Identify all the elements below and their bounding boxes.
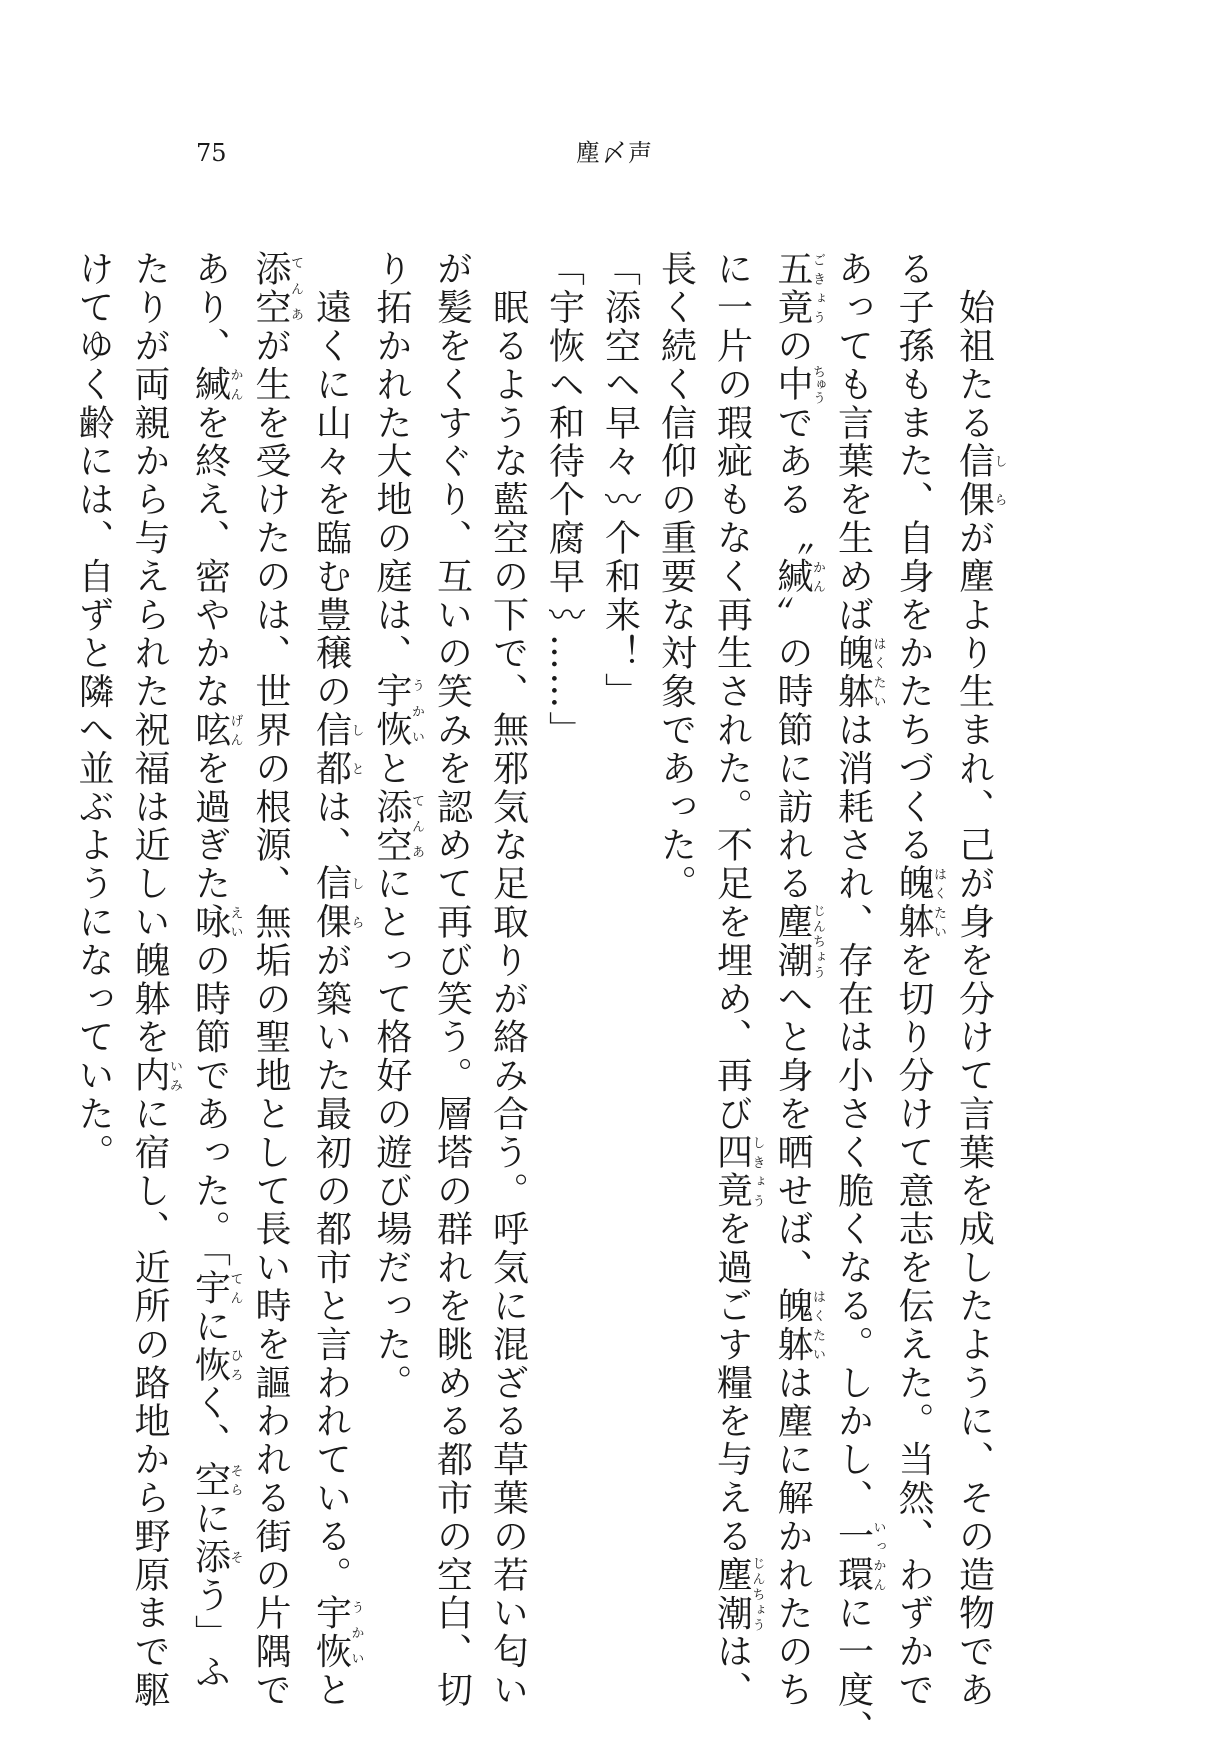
ruby-reading: しら bbox=[348, 864, 364, 942]
ruby-base: 緘 bbox=[772, 557, 813, 596]
text-line bbox=[592, 250, 648, 1510]
ruby-annotation bbox=[189, 1345, 243, 1385]
ruby-base: 五竟 bbox=[772, 250, 813, 327]
text-line bbox=[424, 250, 480, 1710]
ruby-reading: てん bbox=[227, 1268, 243, 1308]
ruby-annotation bbox=[772, 1286, 825, 1364]
text-run: が髪をくすぐり、互いの笑みを認めて再び笑う。層塔の群れを眺める都市の空白、切 bbox=[431, 250, 473, 1710]
text-run: の時節であった。「 bbox=[189, 941, 231, 1269]
text-line bbox=[303, 250, 364, 1710]
text-run: に一度、 bbox=[832, 1594, 874, 1748]
ruby-base: 添空 bbox=[371, 787, 412, 865]
text-run: 眠るような藍空の下で、無邪気な足取りが絡み合う。呼気に混ざる草葉の若い匂い bbox=[487, 250, 529, 1710]
ruby-reading: はくたい bbox=[870, 634, 886, 711]
ruby-reading: かん bbox=[227, 365, 243, 404]
text-run: と bbox=[310, 1670, 352, 1710]
ruby-base: 一環 bbox=[832, 1517, 874, 1595]
ruby-reading: はくたい bbox=[931, 864, 946, 942]
ruby-annotation bbox=[772, 364, 825, 404]
ruby-annotation bbox=[189, 1537, 243, 1577]
ruby-reading: そら bbox=[227, 1460, 243, 1500]
ruby-annotation bbox=[189, 902, 243, 942]
ruby-base: 魄躰 bbox=[772, 1286, 813, 1364]
text-run: へと身を晒せば、 bbox=[772, 979, 813, 1287]
ruby-base: 塵潮 bbox=[772, 902, 813, 980]
ruby-reading: じんちょう bbox=[749, 1555, 765, 1633]
ruby-base: 信都 bbox=[310, 710, 352, 788]
running-title: 塵〆声 bbox=[576, 139, 654, 167]
ruby-annotation bbox=[371, 672, 424, 750]
body-text bbox=[65, 250, 1007, 1748]
ruby-annotation bbox=[832, 1517, 886, 1595]
text-run: 始祖たる bbox=[953, 250, 995, 442]
text-run: 「宇恢ヘ和待个腐早〰……」 bbox=[543, 250, 585, 750]
text-run: を過ぎた bbox=[189, 749, 231, 903]
ruby-reading: いっかん bbox=[870, 1517, 886, 1595]
text-run: は、 bbox=[711, 1632, 753, 1710]
ruby-base: 緘 bbox=[189, 365, 231, 404]
ruby-annotation bbox=[310, 1594, 364, 1671]
text-line bbox=[65, 250, 121, 1510]
ruby-reading: はくたい bbox=[810, 1286, 825, 1364]
ruby-base: 呟 bbox=[189, 710, 231, 750]
text-run: けてゆく齢には、自ずと隣へ並ぶようになっていた。 bbox=[73, 250, 114, 1172]
text-run: は消耗され、存在は小さく脆くなる。しかし、 bbox=[832, 710, 874, 1518]
ruby-reading: げん bbox=[227, 710, 243, 750]
ruby-annotation bbox=[371, 787, 424, 865]
ruby-annotation bbox=[832, 634, 886, 711]
ruby-base: 咏 bbox=[189, 902, 231, 942]
ruby-reading: ごきょう bbox=[810, 250, 825, 327]
text-run: である〝 bbox=[772, 403, 813, 558]
text-line bbox=[885, 250, 946, 1710]
ruby-base: 魄躰 bbox=[832, 634, 874, 711]
text-run: と bbox=[371, 749, 412, 788]
text-run: は、 bbox=[310, 787, 352, 865]
ruby-annotation bbox=[310, 710, 364, 788]
ruby-annotation bbox=[772, 557, 825, 596]
ruby-base: 内 bbox=[129, 1056, 170, 1095]
text-run: が塵より生まれ、己が身を分けて言葉を成したように、その造物であ bbox=[953, 518, 995, 1710]
ruby-base: 宇 bbox=[189, 1268, 231, 1308]
text-run: に bbox=[189, 1499, 231, 1538]
ruby-annotation bbox=[250, 250, 303, 327]
ruby-annotation bbox=[953, 442, 1007, 519]
text-line bbox=[242, 250, 303, 1710]
ruby-reading: そ bbox=[227, 1537, 243, 1577]
text-run: に bbox=[189, 1307, 231, 1346]
text-run: あり、 bbox=[189, 250, 231, 366]
ruby-reading: しと bbox=[348, 710, 364, 788]
text-run: る子孫もまた、自身をかたちづくる bbox=[893, 250, 934, 865]
ruby-base: 四竟 bbox=[711, 1133, 753, 1211]
ruby-annotation bbox=[310, 864, 364, 942]
ruby-annotation bbox=[129, 1056, 182, 1095]
text-run: あっても言葉を生めば bbox=[832, 250, 874, 634]
ruby-reading: うかい bbox=[348, 1594, 364, 1671]
ruby-annotation bbox=[711, 1555, 765, 1633]
text-line bbox=[764, 250, 825, 1710]
ruby-base: 信倮 bbox=[310, 864, 352, 942]
text-line bbox=[363, 250, 424, 1510]
page-number: 75 bbox=[196, 139, 227, 167]
text-run: り拓かれた大地の庭は、 bbox=[371, 250, 412, 673]
text-line bbox=[182, 250, 243, 1692]
text-run: 「添空ヘ早々〰个和来！」 bbox=[599, 250, 641, 711]
text-line bbox=[121, 250, 182, 1710]
text-run: に一片の瑕疵もなく再生された。不足を埋め、再び bbox=[711, 250, 753, 1134]
ruby-reading: ちゅう bbox=[810, 364, 825, 404]
ruby-base: 信倮 bbox=[953, 442, 995, 519]
ruby-base: 宇恢 bbox=[310, 1594, 352, 1671]
ruby-base: 魄躰 bbox=[893, 864, 934, 942]
text-line bbox=[704, 250, 765, 1710]
text-run: が築いた最初の都市と言われている。 bbox=[310, 941, 352, 1595]
text-run: を過ごす糧を与える bbox=[711, 1210, 753, 1556]
ruby-base: 添 bbox=[189, 1537, 231, 1577]
text-run: にとって格好の遊び場だった。 bbox=[371, 864, 412, 1403]
text-line bbox=[536, 250, 592, 1510]
ruby-annotation bbox=[772, 902, 825, 980]
ruby-annotation bbox=[893, 864, 946, 942]
text-run: が生を受けたのは、世界の根源、無垢の聖地として長い時を謳われる街の片隅で bbox=[250, 326, 291, 1710]
ruby-reading: しら bbox=[991, 442, 1007, 519]
ruby-annotation bbox=[772, 250, 825, 327]
ruby-reading: えい bbox=[227, 902, 243, 942]
ruby-base: 恢 bbox=[189, 1345, 231, 1385]
text-run: う」ふ bbox=[189, 1576, 231, 1692]
ruby-reading: てんあ bbox=[288, 250, 303, 327]
ruby-reading: しきょう bbox=[749, 1133, 765, 1210]
ruby-reading: うかい bbox=[409, 672, 424, 750]
ruby-base: 塵潮 bbox=[711, 1555, 753, 1633]
text-run: たりが両親から与えられた祝福は近しい魄躰を bbox=[129, 250, 170, 1057]
ruby-annotation bbox=[711, 1133, 765, 1211]
text-run: に宿し、近所の路地から野原まで駆 bbox=[129, 1094, 170, 1710]
ruby-base: 添空 bbox=[250, 250, 291, 327]
text-line bbox=[946, 250, 1007, 1710]
text-run: 遠くに山々を臨む豊穣の bbox=[310, 250, 352, 711]
text-run: を切り分けて意志を伝えた。当然、わずかで bbox=[893, 941, 934, 1710]
ruby-reading: かん bbox=[810, 557, 825, 596]
text-run: を終え、密やかな bbox=[189, 403, 231, 711]
ruby-reading: てんあ bbox=[409, 787, 424, 865]
ruby-reading: いみ bbox=[167, 1056, 182, 1095]
ruby-annotation bbox=[189, 1268, 243, 1308]
text-run: の bbox=[772, 326, 813, 366]
text-run: く、 bbox=[189, 1384, 231, 1461]
text-run: は塵に解かれたのち bbox=[772, 1363, 813, 1710]
text-line bbox=[480, 250, 536, 1710]
ruby-reading: じんちょう bbox=[810, 902, 825, 980]
ruby-annotation bbox=[189, 710, 243, 750]
ruby-reading: ひろ bbox=[227, 1345, 243, 1385]
text-line bbox=[648, 250, 704, 1510]
ruby-annotation bbox=[189, 1460, 243, 1500]
text-run: 長く続く信仰の重要な対象であった。 bbox=[655, 250, 697, 903]
text-line bbox=[825, 250, 886, 1748]
ruby-base: 中 bbox=[772, 364, 813, 404]
ruby-base: 宇恢 bbox=[371, 672, 412, 750]
ruby-base: 空 bbox=[189, 1460, 231, 1500]
text-run: 〟の時節に訪れる bbox=[772, 595, 813, 903]
ruby-annotation bbox=[189, 365, 243, 404]
